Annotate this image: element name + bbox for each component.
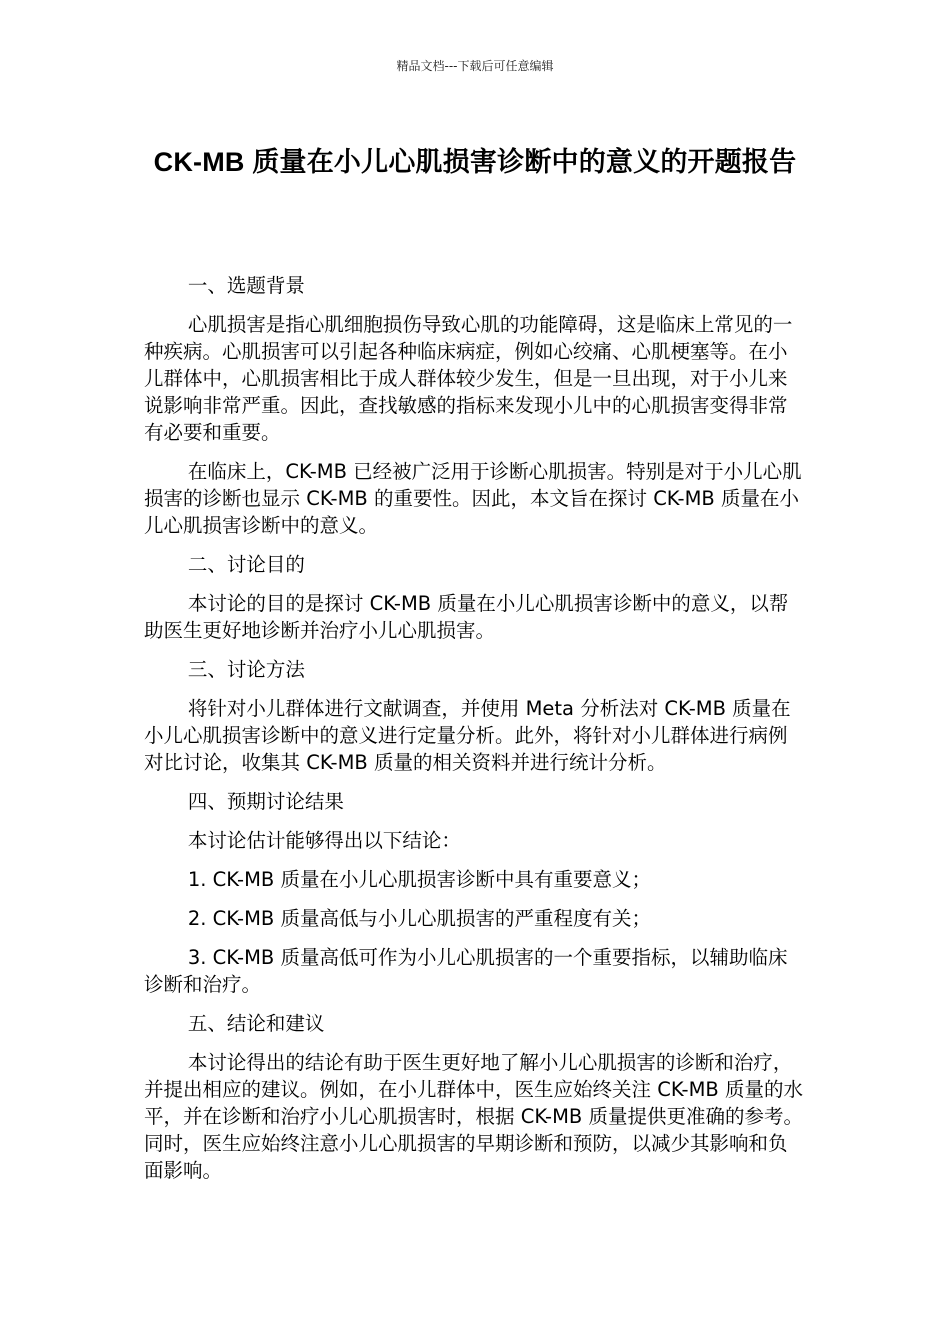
section-heading-method: 三、讨论方法 xyxy=(187,658,305,681)
section-heading-purpose: 二、讨论目的 xyxy=(187,553,305,576)
paragraph-method: 将针对小儿群体进行文献调查，并使用 Meta 分析法对 CK-MB 质量在小儿心肌损害诊断中的意义进行定量分析。此外，将针对小儿群体进行病例对比讨论，收集其 CK-MB 质量的相关资料并进行统计分析。 xyxy=(144,697,791,774)
paragraph-background-1: 心肌损害是指心肌细胞损伤导致心肌的功能障碍，这是临床上常见的一种疾病。心肌损害可以引起各种临床病症，例如心绞痛、心肌梗塞等。在小儿群体中，心肌损害相比于成人群体较少发生，但是一旦出现，对于小儿来说影响非常严重。因此，查找敏感的指标来发现小儿中的心肌损害变得非常有必要和重要。 xyxy=(144,313,793,444)
document-title: CK-MB 质量在小儿心肌损害诊断中的意义的开题报告 xyxy=(153,147,797,177)
list-item-result-1: 1. CK-MB 质量在小儿心肌损害诊断中具有重要意义； xyxy=(187,868,651,891)
section-heading-background: 一、选题背景 xyxy=(187,274,305,297)
list-item-result-3: 3. CK-MB 质量高低可作为小儿心肌损害的一个重要指标，以辅助临床诊断和治疗。 xyxy=(144,946,788,996)
section-heading-conclusion: 五、结论和建议 xyxy=(187,1012,325,1035)
paragraph-expected-intro: 本讨论估计能够得出以下结论： xyxy=(187,829,461,852)
section-heading-expected-results: 四、预期讨论结果 xyxy=(187,790,344,813)
paragraph-background-2: 在临床上，CK-MB 已经被广泛用于诊断心肌损害。特别是对于小儿心肌损害的诊断也显示 CK-MB 的重要性。因此，本文旨在探讨 CK-MB 质量在小儿心肌损害诊断中的意义。 xyxy=(144,460,802,537)
document-body xyxy=(144,272,806,1196)
list-item-result-2: 2. CK-MB 质量高低与小儿心肌损害的严重程度有关； xyxy=(187,907,651,930)
paragraph-conclusion: 本讨论得出的结论有助于医生更好地了解小儿心肌损害的诊断和治疗，并提出相应的建议。例如，在小儿群体中，医生应始终关注 CK-MB 质量的水平，并在诊断和治疗小儿心肌损害时，根据 CK-MB 质量提供更准确的参考。同时，医生应始终注意小儿心肌损害的早期诊断和预防，以减少其影响和负面影响。 xyxy=(144,1051,803,1182)
paragraph-purpose: 本讨论的目的是探讨 CK-MB 质量在小儿心肌损害诊断中的意义，以帮助医生更好地诊断并治疗小儿心肌损害。 xyxy=(144,592,789,642)
header-note: 精品文档---下载后可任意编辑 xyxy=(396,59,554,73)
